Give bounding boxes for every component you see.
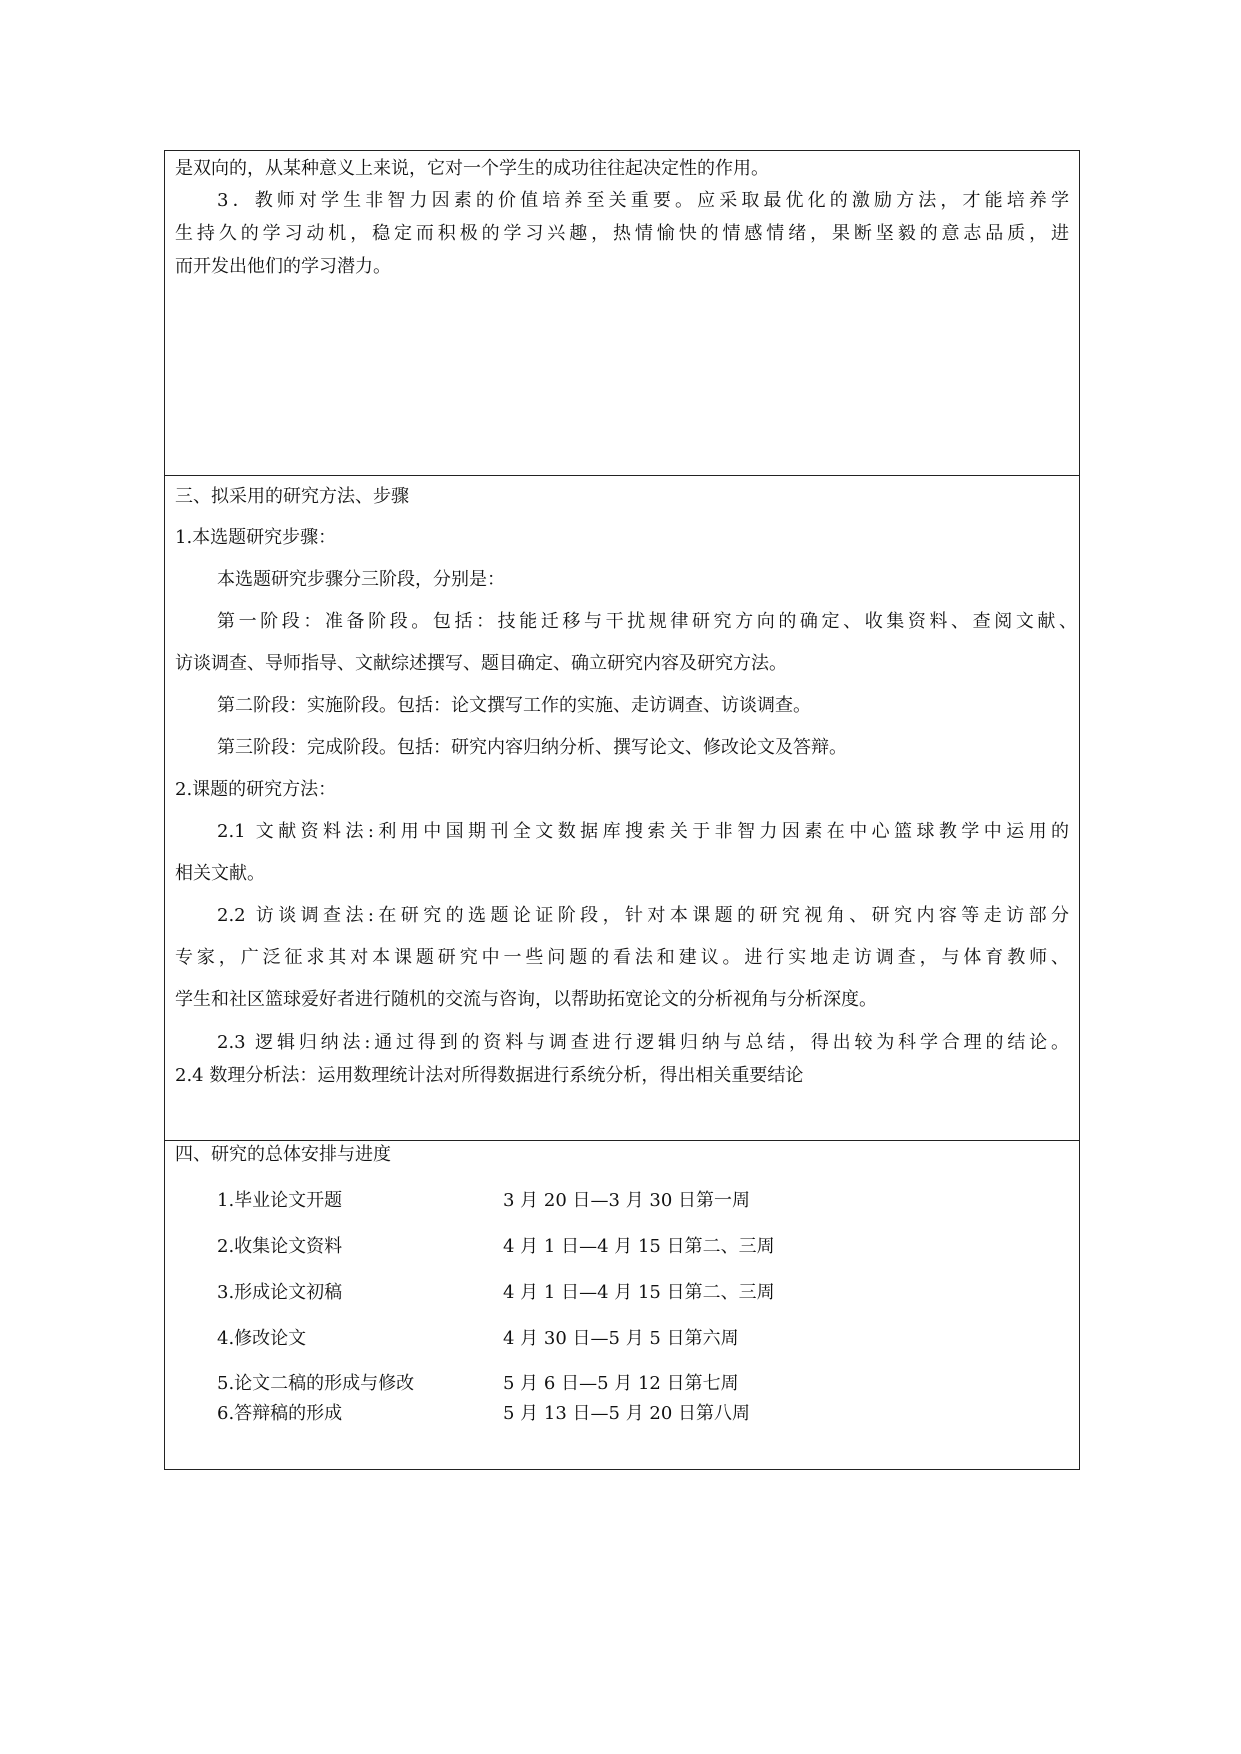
steps-heading: 1.本选题研究步骤： xyxy=(175,527,337,548)
intro-line-2: 3．教师对学生非智力因素的价值培养至关重要。应采取最优化的激励方法，才能培养学 xyxy=(217,190,1069,211)
stage3-line: 第三阶段：完成阶段。包括：研究内容归纳分析、撰写论文、修改论文及答辩。 xyxy=(217,737,847,758)
steps-intro: 本选题研究步骤分三阶段，分别是： xyxy=(217,569,505,590)
intro-line-1: 是双向的，从某种意义上来说，它对一个学生的成功往往起决定性的作用。 xyxy=(175,158,769,179)
method-2-1-line-2: 相关文献。 xyxy=(175,863,265,884)
method-2-2-line-3: 学生和社区篮球爱好者进行随机的交流与咨询，以帮助拓宽论文的分析视角与分析深度。 xyxy=(175,989,877,1010)
schedule-item-name: 6.答辩稿的形成 xyxy=(217,1403,343,1424)
schedule-title: 四、研究的总体安排与进度 xyxy=(175,1144,391,1165)
stage2-line: 第二阶段：实施阶段。包括：论文撰写工作的实施、走访调查、访谈调查。 xyxy=(217,695,811,716)
methods-section-box xyxy=(164,475,1080,1141)
methods-heading: 2.课题的研究方法： xyxy=(175,779,337,800)
schedule-item-name: 3.形成论文初稿 xyxy=(217,1282,343,1303)
schedule-item-time: 4 月 1 日—4 月 15 日第二、三周 xyxy=(503,1236,775,1257)
stage1-line-2: 访谈调查、导师指导、文献综述撰写、题目确定、确立研究内容及研究方法。 xyxy=(175,653,787,674)
schedule-item-name: 5.论文二稿的形成与修改 xyxy=(217,1373,415,1394)
intro-line-4: 而开发出他们的学习潜力。 xyxy=(175,256,391,277)
schedule-item-time: 4 月 1 日—4 月 15 日第二、三周 xyxy=(503,1282,775,1303)
schedule-item-time: 5 月 13 日—5 月 20 日第八周 xyxy=(503,1403,751,1424)
method-2-1-line-1: 2.1 文献资料法:利用中国期刊全文数据库搜索关于非智力因素在中心篮球教学中运用的 xyxy=(217,821,1069,842)
intro-section-box xyxy=(164,150,1080,476)
schedule-section-box xyxy=(164,1140,1080,1470)
schedule-item-name: 2.收集论文资料 xyxy=(217,1236,343,1257)
intro-line-3: 生持久的学习动机，稳定而积极的学习兴趣，热情愉快的情感情绪，果断坚毅的意志品质，进 xyxy=(175,223,1069,244)
schedule-item-time: 5 月 6 日—5 月 12 日第七周 xyxy=(503,1373,739,1394)
method-2-3-line: 2.3 逻辑归纳法:通过得到的资料与调查进行逻辑归纳与总结，得出较为科学合理的结论。 xyxy=(217,1032,1069,1053)
schedule-item-time: 4 月 30 日—5 月 5 日第六周 xyxy=(503,1328,739,1349)
methods-title: 三、拟采用的研究方法、步骤 xyxy=(175,486,409,507)
schedule-item-name: 1.毕业论文开题 xyxy=(217,1190,343,1211)
schedule-item-time: 3 月 20 日—3 月 30 日第一周 xyxy=(503,1190,751,1211)
method-2-2-line-1: 2.2 访谈调查法:在研究的选题论证阶段，针对本课题的研究视角、研究内容等走访部分 xyxy=(217,905,1069,926)
method-2-2-line-2: 专家，广泛征求其对本课题研究中一些问题的看法和建议。进行实地走访调查，与体育教师、 xyxy=(175,947,1069,968)
stage1-line-1: 第一阶段：准备阶段。包括：技能迁移与干扰规律研究方向的确定、收集资料、查阅文献、 xyxy=(217,611,1077,632)
method-2-4-line: 2.4 数理分析法：运用数理统计法对所得数据进行系统分析，得出相关重要结论 xyxy=(175,1065,804,1086)
schedule-item-name: 4.修改论文 xyxy=(217,1328,307,1349)
